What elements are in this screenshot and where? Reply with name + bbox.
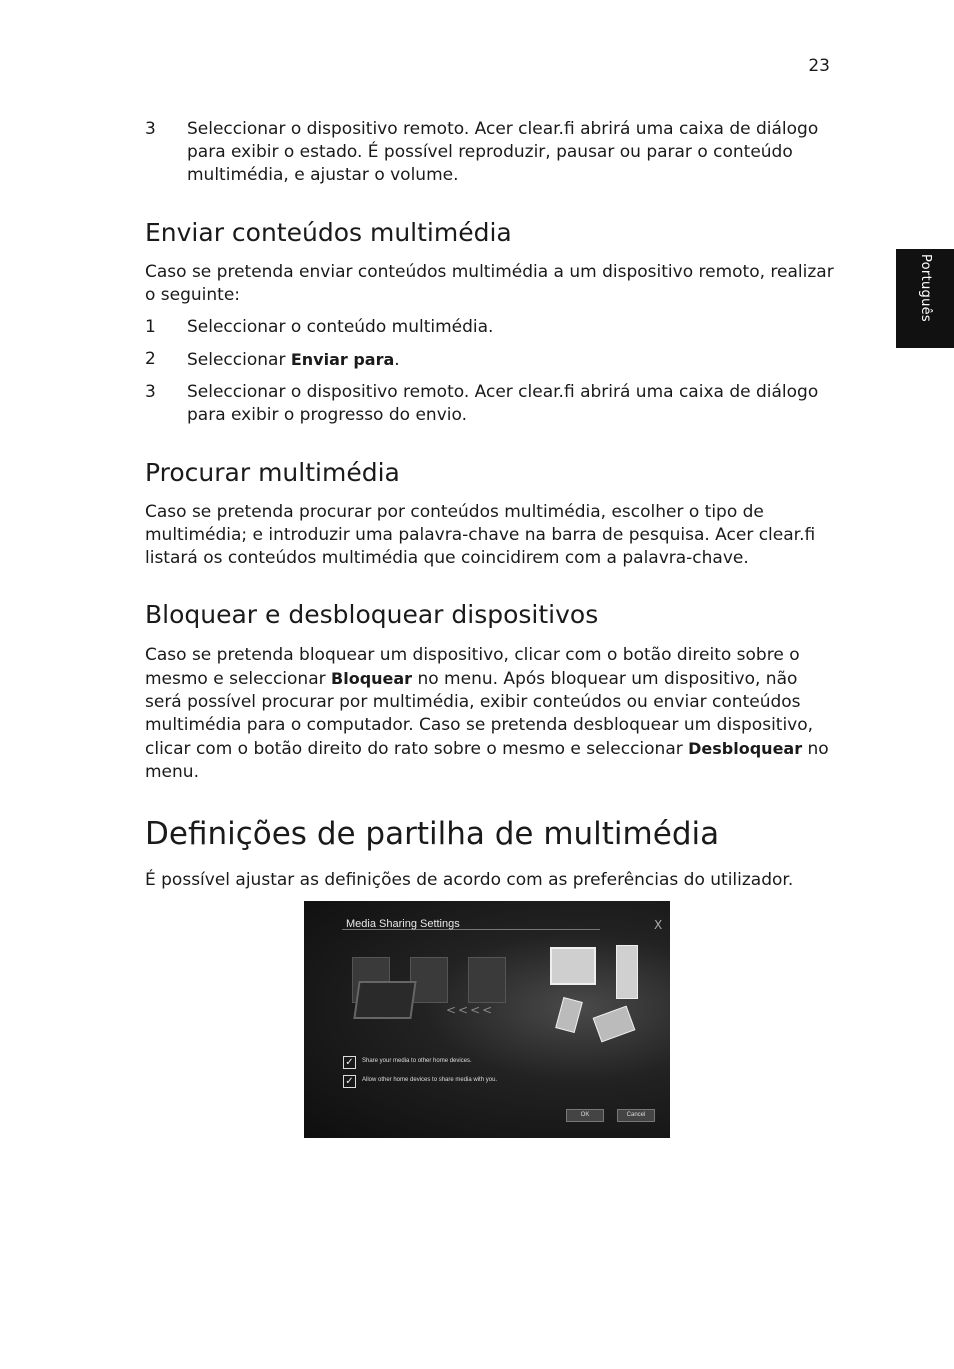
menu-term-bloquear: Bloquear (331, 669, 413, 688)
chapter-heading-settings: Definições de partilha de multimédia (145, 816, 720, 852)
close-icon: X (654, 918, 663, 932)
media-thumbnail (410, 957, 448, 1003)
dialog-title: Media Sharing Settings (346, 918, 460, 930)
phone-icon (555, 997, 583, 1033)
cancel-button: Cancel (617, 1109, 655, 1122)
block-text-part2: no menu. Após bloquear um dispositivo, não será possível procurar por multimédia, exibir conteúdos ou enviar conteúdos multimédia para o computador. Caso se pretenda desbloquear um dispositivo, clicar com o botão direito do rato sobre o mesmo e seleccionar (145, 669, 814, 759)
list-item (145, 118, 835, 187)
transfer-arrows-icon: <<<< (446, 1003, 495, 1017)
settings-text: É possível ajustar as definições de acordo com as preferências do utilizador. (145, 870, 794, 890)
section-heading-block: Bloquear e desbloquear dispositivos (145, 600, 599, 629)
step2-suffix: . (394, 350, 400, 370)
step2-prefix: Seleccionar (187, 350, 291, 370)
monitor-icon (550, 947, 596, 985)
list-text: Seleccionar o dispositivo remoto. Acer clear.fi abrirá uma caixa de diálogo para exibir o progresso do envio. (187, 382, 819, 425)
language-side-tab (896, 249, 954, 348)
list-item (145, 381, 835, 427)
list-text (187, 348, 835, 372)
list-text: Seleccionar o conteúdo multimédia. (187, 317, 494, 337)
list-number: 1 (145, 317, 156, 337)
desktop-tower-icon (616, 945, 638, 999)
list-text: Seleccionar o dispositivo remoto. Acer clear.fi abrirá uma caixa de diálogo para exibir o estado. É possível reproduzir, pausar ou parar o conteúdo multimédia, e ajustar o volume. (187, 119, 819, 185)
share-media-checkbox: ✓ (343, 1056, 356, 1069)
page-number: 23 (808, 56, 830, 76)
menu-term-enviar-para: Enviar para (290, 350, 395, 369)
ok-button: OK (566, 1109, 604, 1122)
section-heading-send: Enviar conteúdos multimédia (145, 218, 512, 247)
block-text-part3: no menu. (145, 739, 829, 782)
section-heading-search: Procurar multimédia (145, 458, 400, 487)
block-text-part1: Caso se pretenda bloquear um dispositivo, clicar com o botão direito sobre o mesmo e seleccionar (145, 645, 800, 689)
list-item (145, 348, 835, 372)
media-thumbnail (468, 957, 506, 1003)
side-tab-label: Português (918, 254, 933, 322)
list-number: 3 (145, 382, 156, 402)
media-sharing-settings-screenshot (304, 901, 670, 1138)
menu-term-desbloquear: Desbloquear (688, 739, 803, 758)
allow-sharing-label: Allow other home devices to share media with you. (362, 1077, 498, 1083)
search-text: Caso se pretenda procurar por conteúdos multimédia, escolher o tipo de multimédia; e introduzir uma palavra-chave na barra de pesquisa. Acer clear.fi listará os conteúdos multimédia que coincidirem com a palavra-chave. (145, 502, 816, 568)
list-number: 2 (145, 349, 156, 369)
block-text (145, 644, 835, 784)
list-item (145, 316, 835, 339)
netbook-icon (593, 1006, 636, 1043)
list-number: 3 (145, 119, 156, 139)
allow-sharing-checkbox: ✓ (343, 1075, 356, 1088)
send-intro: Caso se pretenda enviar conteúdos multimédia a um dispositivo remoto, realizar o seguinte: (145, 262, 834, 305)
laptop-icon (353, 981, 416, 1019)
share-media-label: Share your media to other home devices. (362, 1058, 472, 1064)
